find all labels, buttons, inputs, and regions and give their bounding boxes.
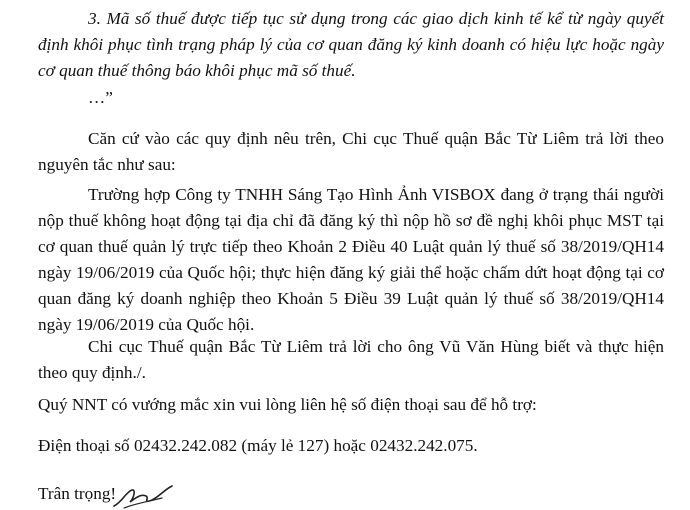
basis-paragraph: Căn cứ vào các quy định nêu trên, Chi cục Thuế quận Bắc Từ Liêm trả lời theo nguyên tắc như sau:: [38, 129, 664, 174]
phone-paragraph: Điện thoại số 02432.242.082 (máy lẻ 127) hoặc 02432.242.075.: [38, 436, 478, 455]
reply-paragraph: Chi cục Thuế quận Bắc Từ Liêm trả lời cho ông Vũ Văn Hùng biết và thực hiện theo quy định./.: [38, 337, 664, 382]
signature-mark: [112, 480, 182, 510]
closing-salutation: Trân trọng!: [38, 484, 117, 503]
quote-ellipsis: …”: [88, 88, 113, 107]
case-paragraph: Trường hợp Công ty TNHH Sáng Tạo Hình Ảnh VISBOX đang ở trạng thái người nộp thuế không hoạt động tại địa chỉ đã đăng ký thì nộp hồ sơ đề nghị khôi phục MST tại cơ quan thuế quản lý trực tiếp theo Khoản 2 Điều 40 Luật quản lý thuế số 38/2019/QH14 ngày 19/06/2019 của Quốc hội; thực hiện đăng ký giải thể hoặc chấm dứt hoạt động tại cơ quan đăng ký doanh nghiệp theo Khoản 5 Điều 39 Luật quản lý thuế số 38/2019/QH14 ngày 19/06/2019 của Quốc hội.: [38, 185, 664, 334]
quoted-clause-3: 3. Mã số thuế được tiếp tục sử dụng trong các giao dịch kinh tế kể từ ngày quyết định khôi phục tình trạng pháp lý của cơ quan đăng ký kinh doanh có hiệu lực hoặc ngày cơ quan thuế thông báo khôi phục mã số thuế.: [38, 9, 664, 80]
contact-paragraph: Quý NNT có vướng mắc xin vui lòng liên hệ số điện thoại sau để hỗ trợ:: [38, 395, 537, 414]
